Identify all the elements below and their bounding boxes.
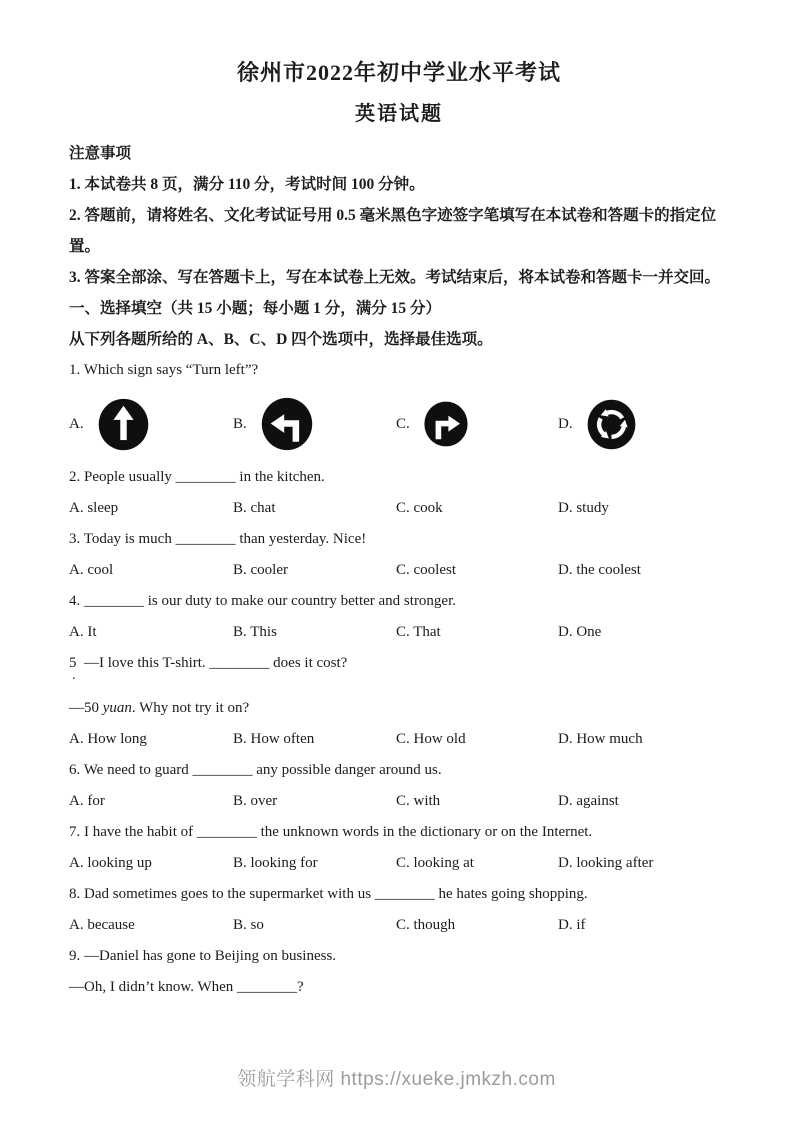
watermark-footer: 领航学科网 https://xueke.jmkzh.com xyxy=(237,1069,556,1090)
section-heading: 一、选择填空（共 15 小题；每小题 1 分，满分 15 分） xyxy=(69,300,442,317)
q8-options-row xyxy=(69,910,729,941)
q5-response-part1: —50 xyxy=(69,700,103,716)
q7-option-c: C. looking at xyxy=(396,855,474,871)
notices-heading: 注意事项 xyxy=(69,145,132,162)
q7-option-b: B. looking for xyxy=(233,855,318,871)
q4-option-d: D. One xyxy=(558,624,602,640)
q5-stray-dot: . xyxy=(72,668,76,683)
q7-option-a: A. looking up xyxy=(69,855,152,871)
q1-sign-label-d: D. xyxy=(558,415,573,432)
q3-option-d: D. the coolest xyxy=(558,562,641,578)
q1-signs-row xyxy=(69,386,729,462)
q5-option-d: D. How much xyxy=(558,731,643,747)
q8-stem: 8. Dad sometimes goes to the supermarket with us ________ he hates going shopping. xyxy=(69,886,588,902)
q2-option-d: D. study xyxy=(558,500,609,516)
q8-option-d: D. if xyxy=(558,917,586,933)
q5-option-a: A. How long xyxy=(69,731,147,747)
page-title: 徐州市2022年初中学业水平考试 xyxy=(236,60,561,85)
straight-ahead-sign-icon xyxy=(96,396,151,453)
q7-options-row xyxy=(69,848,729,879)
roundabout-sign-icon xyxy=(585,397,638,452)
q1-stem: 1. Which sign says “Turn left”? xyxy=(69,362,259,378)
q4-option-a: A. It xyxy=(69,624,97,640)
q9-line2: —Oh, I didn’t know. When ________? xyxy=(69,979,304,995)
notice-item-2: 2. 答题前，请将姓名、文化考试证号用 0.5 毫米黑色字迹签字笔填写在本试卷和答题卡的指定位置。 xyxy=(69,207,717,255)
notice-item-3: 3. 答案全部涂、写在答题卡上，写在本试卷上无效。考试结束后，将本试卷和答题卡一并交回。 xyxy=(69,269,721,286)
q2-option-c: C. cook xyxy=(396,500,443,516)
q6-option-d: D. against xyxy=(558,793,619,809)
q2-options-row xyxy=(69,493,729,524)
q1-sign-label-a: A. xyxy=(69,415,84,432)
notice-item-1: 1. 本试卷共 8 页，满分 110 分，考试时间 100 分钟。 xyxy=(69,176,425,193)
q6-option-a: A. for xyxy=(69,793,105,809)
q2-option-a: A. sleep xyxy=(69,500,119,516)
q2-stem: 2. People usually ________ in the kitchen. xyxy=(69,469,325,485)
q8-option-b: B. so xyxy=(233,917,264,933)
q4-option-c: C. That xyxy=(396,624,441,640)
q4-stem: 4. ________ is our duty to make our country better and stronger. xyxy=(69,593,457,609)
q5-number: 5 xyxy=(69,655,77,671)
q5-response-yuan: yuan xyxy=(102,700,132,716)
q8-option-c: C. though xyxy=(396,917,456,933)
q5-response-line xyxy=(69,693,729,724)
section-instruction: 从下列各题所给的 A、B、C、D 四个选项中，选择最佳选项。 xyxy=(69,331,493,348)
q2-option-b: B. chat xyxy=(233,500,276,516)
q3-options-row xyxy=(69,555,729,586)
q8-option-a: A. because xyxy=(69,917,135,933)
q3-option-b: B. cooler xyxy=(233,562,288,578)
q1-sign-label-c: C. xyxy=(396,415,410,432)
q5-option-b: B. How often xyxy=(233,731,315,747)
q1-sign-option-c xyxy=(396,399,558,449)
q3-stem: 3. Today is much ________ than yesterday. Nice! xyxy=(69,531,367,547)
q7-stem: 7. I have the habit of ________ the unknown words in the dictionary or on the Internet. xyxy=(69,824,593,840)
q6-options-row xyxy=(69,786,729,817)
q1-sign-option-d xyxy=(558,397,729,452)
q5-response-part3: . Why not try it on? xyxy=(131,700,250,716)
q7-option-d: D. looking after xyxy=(558,855,654,871)
q5-stem xyxy=(69,648,729,683)
q5-stem-text: —I love this T-shirt. ________ does it cost? xyxy=(84,655,348,671)
page-subtitle: 英语试题 xyxy=(355,103,443,125)
q3-option-a: A. cool xyxy=(69,562,114,578)
q6-stem: 6. We need to guard ________ any possible danger around us. xyxy=(69,762,442,778)
q1-sign-label-b: B. xyxy=(233,415,247,432)
q9-stem: 9. —Daniel has gone to Beijing on business. xyxy=(69,948,337,964)
q4-options-row xyxy=(69,617,729,648)
turn-right-sign-icon xyxy=(422,399,470,449)
q4-option-b: B. This xyxy=(233,624,277,640)
q5-option-c: C. How old xyxy=(396,731,466,747)
q1-sign-option-b xyxy=(233,395,396,453)
q6-option-c: C. with xyxy=(396,793,441,809)
turn-left-sign-icon xyxy=(259,395,315,453)
q6-option-b: B. over xyxy=(233,793,278,809)
q1-sign-option-a xyxy=(69,396,233,453)
q3-option-c: C. coolest xyxy=(396,562,456,578)
q5-options-row xyxy=(69,724,729,755)
